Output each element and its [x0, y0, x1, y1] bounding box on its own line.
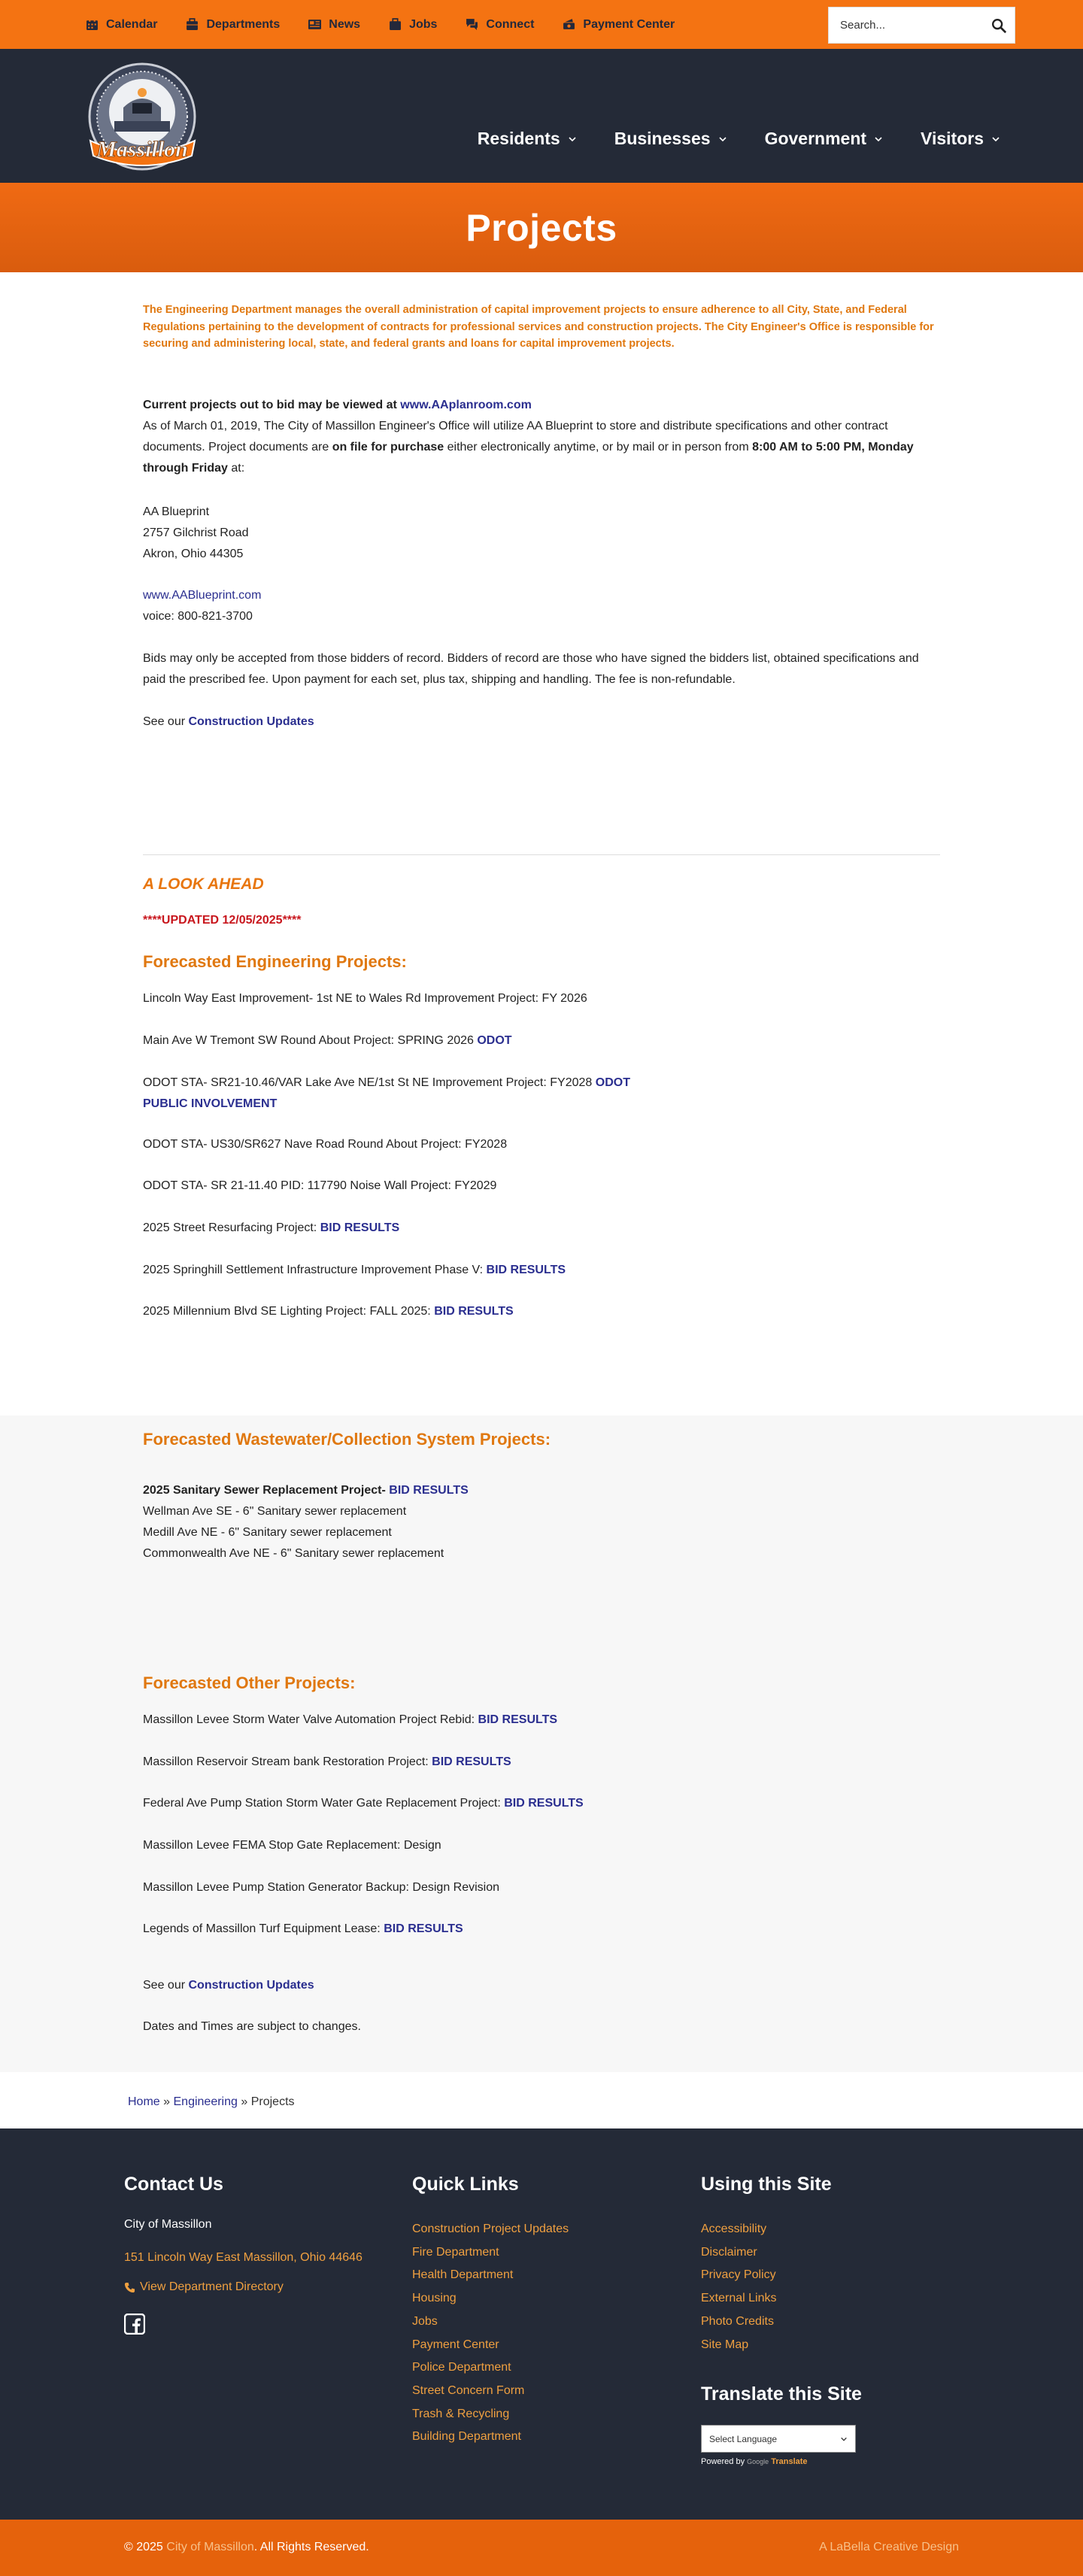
- copyright-bar: [0, 2520, 1083, 2576]
- search-icon[interactable]: [990, 17, 1007, 34]
- aaplanroom-link[interactable]: www.AAplanroom.com: [400, 399, 532, 411]
- bid-results-link[interactable]: BID RESULTS: [478, 1713, 558, 1726]
- intro-text: The Engineering Department manages the overall administration of capital improvement projects to ensure adherence to all City, State, and Federal Regulations pertaining to the development of contracts for professional services and construction projects. The City Engineer's Office is responsible for securing and administering local, state, and federal grants and loans for capital improvement projects.: [143, 304, 934, 350]
- site-link[interactable]: Disclaimer: [701, 2245, 757, 2259]
- translate-heading: Translate this Site: [701, 2383, 862, 2405]
- site-header: [0, 49, 1083, 183]
- department-directory-link[interactable]: [124, 2276, 380, 2299]
- news-link[interactable]: [308, 18, 360, 32]
- quick-link[interactable]: Street Concern Form: [412, 2383, 525, 2397]
- bids-lead: [143, 395, 940, 416]
- construction-updates-link[interactable]: Construction Updates: [188, 715, 314, 728]
- engineering-project: [143, 1030, 512, 1051]
- search-input[interactable]: [829, 8, 979, 43]
- address-line: 2757 Gilchrist Road: [143, 526, 249, 539]
- bid-results-link[interactable]: BID RESULTS: [384, 1922, 463, 1935]
- google-logo: Google: [747, 2458, 769, 2466]
- copyright-text: [124, 2541, 369, 2554]
- updated-notice: ****UPDATED 12/05/2025****: [143, 914, 302, 927]
- site-link[interactable]: Site Map: [701, 2338, 749, 2351]
- site-footer: [0, 2128, 1083, 2520]
- wastewater-lead: [143, 1480, 469, 1501]
- main-nav: [440, 129, 1000, 149]
- designer-credit-link[interactable]: A LaBella Creative Design: [819, 2541, 959, 2553]
- other-project: [143, 1877, 499, 1898]
- project-text: Federal Ave Pump Station Storm Water Gate Replacement Project:: [143, 1797, 501, 1810]
- calendar-icon: [86, 18, 99, 31]
- other-project: [143, 1919, 463, 1940]
- breadcrumb: [128, 2095, 295, 2109]
- project-text: Massillon Levee Storm Water Valve Automation Project Rebid:: [143, 1713, 475, 1726]
- engineering-project: [143, 1218, 399, 1239]
- project-text: 2025 Springhill Settlement Infrastructure Improvement Phase V:: [143, 1264, 484, 1276]
- search-box: [828, 7, 1015, 44]
- other-heading: Forecasted Other Projects:: [143, 1673, 356, 1692]
- look-ahead-title: A LOOK AHEAD: [143, 875, 264, 893]
- chevron-down-icon: [991, 135, 1000, 144]
- wastewater-item: Medill Ave NE - 6" Sanitary sewer replacement: [143, 1526, 392, 1539]
- site-link[interactable]: Privacy Policy: [701, 2268, 776, 2282]
- bids-p1-mid: either electronically anytime, or by mail or in person from: [447, 441, 749, 454]
- construction-updates-link[interactable]: Construction Updates: [188, 1979, 314, 1992]
- bids-hours: 8:00 AM to 5:00 PM, Monday through Friday: [143, 441, 914, 475]
- breadcrumb-separator: »: [241, 2095, 248, 2108]
- language-select[interactable]: [701, 2425, 856, 2453]
- bid-results-link[interactable]: BID RESULTS: [432, 1755, 511, 1768]
- footer-contact: [124, 2174, 380, 2338]
- chat-icon: [466, 18, 478, 31]
- project-text: Massillon Levee FEMA Stop Gate Replacement: Design: [143, 1839, 441, 1852]
- other-project: [143, 1835, 441, 1856]
- footer-quick-links: [412, 2174, 668, 2449]
- bids-p1-bold: on file for purchase: [332, 441, 444, 454]
- connect-link[interactable]: [466, 18, 534, 32]
- quick-link[interactable]: Health Department: [412, 2268, 514, 2282]
- footer-using-site: [701, 2174, 957, 2466]
- utility-links: [86, 0, 703, 49]
- other-project: [143, 1793, 584, 1814]
- project-text: Massillon Levee Pump Station Generator Backup: Design Revision: [143, 1881, 500, 1894]
- logo-wordmark: Massillon: [96, 137, 188, 162]
- project-text: Main Ave W Tremont SW Round About Project: SPRING 2026: [143, 1034, 474, 1047]
- address-line: Akron, Ohio 44305: [143, 548, 244, 560]
- chevron-down-icon: [874, 135, 883, 144]
- nav-government[interactable]: [765, 129, 883, 149]
- aa-blueprint-contact: [143, 585, 940, 627]
- project-text: ODOT STA- US30/SR627 Nave Road Round About Project: FY2028: [143, 1138, 508, 1151]
- address-line: AA Blueprint: [143, 505, 210, 518]
- schedule-disclaimer: Dates and Times are subject to changes.: [143, 2020, 361, 2033]
- engineering-project: [143, 1134, 507, 1155]
- other-project: [143, 1710, 557, 1731]
- facebook-icon[interactable]: [124, 2314, 145, 2335]
- bids-paragraph: [143, 416, 940, 479]
- see-our-text: See our: [143, 1979, 186, 1992]
- quick-link[interactable]: Jobs: [412, 2314, 438, 2328]
- engineering-project: [143, 988, 587, 1009]
- payment-center-link[interactable]: [563, 18, 675, 32]
- nav-government-label: Government: [764, 129, 867, 148]
- engineering-project: [143, 1073, 630, 1115]
- engineering-heading: Forecasted Engineering Projects:: [143, 952, 407, 971]
- breadcrumb-home[interactable]: Home: [128, 2095, 160, 2108]
- odot-link[interactable]: ODOT: [477, 1034, 512, 1047]
- phone-icon: [124, 2282, 135, 2293]
- other-project: [143, 1752, 511, 1773]
- jobs-link[interactable]: [389, 18, 437, 32]
- project-text: Massillon Reservoir Stream bank Restoration Project:: [143, 1755, 429, 1768]
- city-logo[interactable]: [84, 62, 201, 174]
- bids-lead-text: Current projects out to bid may be viewed at: [143, 399, 397, 411]
- connect-link-label: Connect: [486, 17, 535, 31]
- nav-residents-label: Residents: [477, 129, 560, 148]
- aablueprint-link[interactable]: www.AABlueprint.com: [143, 589, 262, 602]
- bid-results-link[interactable]: BID RESULTS: [320, 1221, 400, 1234]
- engineering-project: [143, 1301, 514, 1322]
- rights-text: . All Rights Reserved.: [253, 2541, 369, 2553]
- quick-links-heading: Quick Links: [412, 2174, 519, 2195]
- bid-results-link[interactable]: BID RESULTS: [486, 1264, 566, 1276]
- footer-address-link[interactable]: 151 Lincoln Way East Massillon, Ohio 44646: [124, 2251, 363, 2264]
- project-text: Lincoln Way East Improvement- 1st NE to Wales Rd Improvement Project: FY 2026: [143, 992, 587, 1005]
- project-text: ODOT STA- SR 21-11.40 PID: 117790 Noise Wall Project: FY2029: [143, 1179, 497, 1192]
- language-select-value: Select Language: [709, 2433, 778, 2444]
- see-updates-top: [143, 712, 940, 733]
- see-our-text: See our: [143, 715, 186, 728]
- bid-results-link[interactable]: BID RESULTS: [434, 1305, 514, 1318]
- odot-link[interactable]: ODOT: [595, 1076, 630, 1089]
- wastewater-heading: Forecasted Wastewater/Collection System Projects:: [143, 1430, 551, 1449]
- bids-section: [143, 395, 940, 479]
- bids-p1-end: at:: [231, 462, 245, 475]
- bid-results-link[interactable]: BID RESULTS: [504, 1797, 584, 1810]
- project-text: 2025 Street Resurfacing Project:: [143, 1221, 317, 1234]
- site-link[interactable]: Photo Credits: [701, 2314, 774, 2328]
- project-text: Legends of Massillon Turf Equipment Lease:: [143, 1922, 381, 1935]
- project-text: 2025 Millennium Blvd SE Lighting Project: FALL 2025:: [143, 1305, 431, 1318]
- directory-label: View Department Directory: [140, 2280, 284, 2293]
- nav-businesses-label: Businesses: [614, 129, 711, 148]
- wastewater-list: [143, 1480, 469, 1564]
- site-link[interactable]: External Links: [701, 2292, 777, 2305]
- bid-results-link[interactable]: BID RESULTS: [389, 1484, 469, 1497]
- quick-link[interactable]: Construction Project Updates: [412, 2223, 569, 2235]
- quick-link[interactable]: Building Department: [412, 2430, 521, 2444]
- wastewater-item: Commonwealth Ave NE - 6" Sanitary sewer replacement: [143, 1547, 444, 1560]
- chevron-down-icon: [840, 2435, 848, 2443]
- translate-link[interactable]: Translate: [771, 2457, 808, 2467]
- nav-visitors[interactable]: [921, 129, 1000, 149]
- breadcrumb-current: Projects: [250, 2095, 295, 2108]
- quick-link[interactable]: Police Department: [412, 2361, 511, 2374]
- footer-city: City of Massillon: [124, 2218, 212, 2231]
- bids-p1: As of March 01, 2019, The City of Massillon Engineer's Office will utilize AA Blueprint to store and distribute specifications and other contract documents. Project documents are: [143, 420, 888, 454]
- nav-residents[interactable]: [478, 129, 577, 149]
- city-home-link[interactable]: City of Massillon: [166, 2541, 254, 2553]
- see-updates-bottom: [143, 1975, 314, 1996]
- news-icon: [308, 18, 321, 31]
- wastewater-lead-text: 2025 Sanitary Sewer Replacement Project-: [143, 1484, 386, 1497]
- bidders-note: Bids may only be accepted from those bidders of record. Bidders of record are those who have signed the bidders list, obtained specifications and paid the prescribed fee. Upon payment for each set, plus tax, shipping and handling. The fee is non-refundable.: [143, 652, 919, 686]
- wastewater-item: Wellman Ave SE - 6" Sanitary sewer replacement: [143, 1505, 407, 1518]
- powered-by-text: Powered by: [701, 2457, 745, 2467]
- news-link-label: News: [329, 17, 361, 31]
- contact-heading: Contact Us: [124, 2174, 223, 2195]
- departments-link[interactable]: [186, 18, 280, 32]
- public-involvement-link[interactable]: PUBLIC INVOLVEMENT: [143, 1097, 278, 1110]
- nav-businesses[interactable]: [614, 129, 727, 149]
- calendar-link[interactable]: [86, 18, 157, 32]
- quick-link[interactable]: Housing: [412, 2292, 457, 2305]
- nav-visitors-label: Visitors: [921, 129, 984, 148]
- job-icon: [389, 18, 402, 31]
- chevron-down-icon: [718, 135, 727, 144]
- page-title: Projects: [466, 206, 617, 249]
- departments-link-label: Departments: [206, 17, 281, 31]
- using-site-heading: Using this Site: [701, 2174, 832, 2195]
- calendar-link-label: Calendar: [106, 17, 158, 31]
- google-translate-credit: [701, 2457, 957, 2466]
- voice-number: voice: 800-821-3700: [143, 610, 253, 623]
- engineering-project: [143, 1260, 566, 1281]
- chevron-down-icon: [568, 135, 577, 144]
- copyright-year: © 2025: [124, 2541, 163, 2553]
- section-divider: [143, 854, 940, 855]
- quick-link[interactable]: Fire Department: [412, 2245, 499, 2259]
- jobs-link-label: Jobs: [409, 17, 438, 31]
- aa-blueprint-address: [143, 502, 940, 565]
- breadcrumb-separator: »: [163, 2095, 171, 2108]
- payment-center-link-label: Payment Center: [583, 17, 675, 31]
- briefcase-icon: [186, 18, 199, 31]
- quick-link[interactable]: Trash & Recycling: [412, 2407, 510, 2420]
- engineering-project: [143, 1176, 496, 1197]
- page-hero: [0, 183, 1083, 272]
- utility-bar: [0, 0, 1083, 49]
- money-icon: [563, 18, 575, 31]
- project-text: ODOT STA- SR21-10.46/VAR Lake Ave NE/1st St NE Improvement Project: FY2028: [143, 1076, 593, 1089]
- site-link[interactable]: Accessibility: [701, 2223, 767, 2235]
- breadcrumb-engineering[interactable]: Engineering: [173, 2095, 238, 2108]
- quick-link[interactable]: Payment Center: [412, 2338, 499, 2351]
